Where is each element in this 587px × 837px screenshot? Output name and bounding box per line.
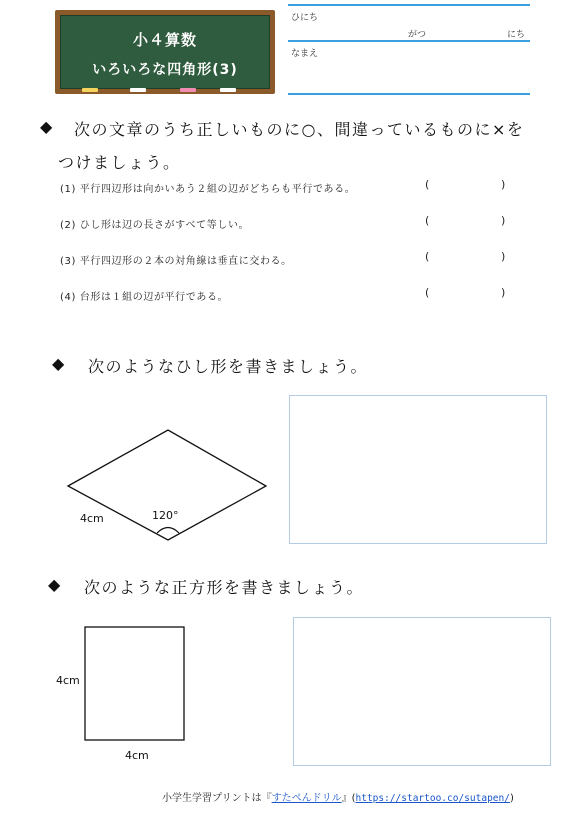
footer-credit [162, 789, 514, 804]
rhombus-side-label: 4cm [80, 512, 104, 525]
answer-close-paren-2: ) [501, 214, 506, 227]
question-1: (1) 平行四辺形は向かいあう２組の辺がどちらも平行である。 [60, 184, 356, 195]
answer-open-paren-2: ( [425, 214, 430, 227]
name-label: なまえ [291, 49, 319, 59]
square-left-label: 4cm [56, 674, 80, 687]
date-label: ひにち [291, 13, 319, 23]
answer-open-paren-1: ( [425, 178, 430, 191]
footer-prefix: 小学生学習プリントは『 [162, 793, 272, 804]
section2-bullet: ◆ [52, 354, 65, 373]
rhombus-angle-label: 120° [152, 509, 179, 522]
answer-open-paren-4: ( [425, 286, 430, 299]
question-4: (4) 台形は１組の辺が平行である。 [60, 292, 229, 303]
answer-close-paren-1: ) [501, 178, 506, 191]
square-figure [85, 627, 184, 740]
section1-bullet: ◆ [40, 117, 53, 136]
section2-instruction: 次のようなひし形を書きましょう。 [88, 357, 369, 376]
section1-instruction-line1: 次の文章のうち正しいものに○、間違っているものに×を [74, 120, 525, 139]
footer-url-link[interactable]: https://startoo.co/sutapen/ [355, 793, 510, 804]
footer-site-link[interactable]: すたぺんドリル [271, 793, 342, 804]
answer-close-paren-3: ) [501, 250, 506, 263]
section3-instruction: 次のような正方形を書きましょう。 [84, 578, 365, 597]
square-bottom-label: 4cm [125, 749, 149, 762]
angle-arc [157, 528, 179, 534]
footer-suffix: ) [509, 793, 514, 804]
footer-mid: 』( [341, 793, 356, 804]
day-label: にち [507, 30, 526, 40]
question-3: (3) 平行四辺形の２本の対角線は垂直に交わる。 [60, 256, 292, 267]
rhombus-drawing-box[interactable] [289, 395, 547, 544]
answer-open-paren-3: ( [425, 250, 430, 263]
grade-subject-title: 小４算数 [132, 31, 197, 49]
question-2: (2) ひし形は辺の長さがすべて等しい。 [60, 220, 250, 231]
worksheet-title: いろいろな四角形(3) [92, 62, 238, 78]
section3-bullet: ◆ [48, 575, 61, 594]
month-label: がつ [408, 30, 427, 40]
square-drawing-box[interactable] [293, 617, 551, 766]
section1-instruction-line2: つけましょう。 [58, 153, 181, 172]
answer-close-paren-4: ) [501, 286, 506, 299]
